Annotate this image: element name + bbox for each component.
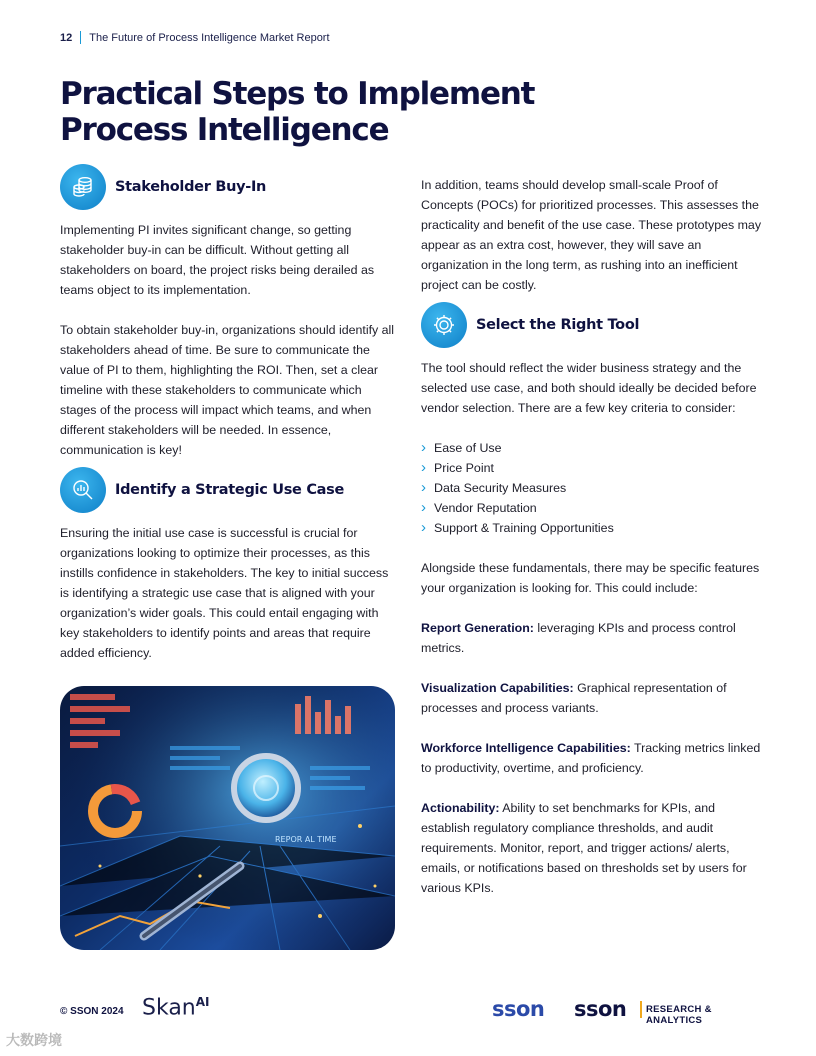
tool-paragraph-2: Alongside these fundamentals, there may be specific features your organization is looking for. This could include: xyxy=(421,561,760,595)
criteria-label: Price Point xyxy=(434,461,494,475)
header-divider xyxy=(80,31,81,44)
page-title xyxy=(60,76,580,148)
sson-logo: sson xyxy=(492,997,545,1021)
poc-paragraph: In addition, teams should develop small-scale Proof of Concepts (POCs) for prioritized processes. This assesses the practicality and benefit of the use case. These prototypes may appear as an extra cost, however, they will save an organization in the long term, as rushing into an inefficient project can be costly. xyxy=(421,178,762,292)
copyright: © SSON 2024 xyxy=(60,1006,124,1017)
page-footer xyxy=(60,995,760,1030)
logo-divider xyxy=(640,1001,642,1018)
feature-visualization: Visualization Capabilities: Graphical representation of processes and process variants. xyxy=(421,681,727,715)
data-magnifier-illustration xyxy=(60,686,395,950)
sson-research-logo: sson xyxy=(574,997,627,1021)
list-item xyxy=(421,478,766,498)
list-item xyxy=(421,518,766,538)
feature-actionability: Actionability: Ability to set benchmarks for KPIs, and establish regulatory compliance thresholds, and audit requirements. Monitor, report, and trigger actions/ alerts, emails, or notifications based on thresholds set by users for various KPIs. xyxy=(421,801,747,895)
stakeholder-section-header xyxy=(60,163,400,210)
page-number: 12 xyxy=(60,31,73,44)
chevron-right-icon: › xyxy=(421,479,426,496)
left-column xyxy=(60,163,400,663)
criteria-label: Data Security Measures xyxy=(434,481,567,495)
running-header xyxy=(60,31,330,44)
image-overlay-text: REPOR AL TIME xyxy=(275,835,337,844)
feature-report-generation: Report Generation: leveraging KPIs and process control metrics. xyxy=(421,621,736,655)
use-case-paragraph: Ensuring the initial use case is successful is crucial for organizations looking to optimize their processes, as this instills confidence in stakeholders. The key to initial success is identifying a strategic use case that is aligned with your organization’s wider goals. This could entail engaging with key stakeholders to identify points and areas that require added efficiency. xyxy=(60,526,389,660)
chevron-right-icon: › xyxy=(421,459,426,476)
stakeholder-heading: Stakeholder Buy-In xyxy=(115,178,267,195)
use-case-section-header xyxy=(60,466,400,513)
stakeholder-paragraph-1: Implementing PI invites significant change, so getting stakeholder buy-in can be difficult. Without getting all stakeholders on board, the project risks being derailed as teams object to its implementation. xyxy=(60,223,375,297)
criteria-label: Vendor Reputation xyxy=(434,501,537,515)
magnifier-chart-icon xyxy=(60,467,106,513)
feature-workforce-intelligence: Workforce Intelligence Capabilities: Tracking metrics linked to productivity, overtime, and proficiency. xyxy=(421,741,761,775)
page-title-line1: Practical Steps to Implement xyxy=(60,76,535,112)
coins-icon xyxy=(60,164,106,210)
list-item xyxy=(421,458,766,478)
research-analytics-label: RESEARCH & ANALYTICS xyxy=(646,1004,712,1026)
chevron-right-icon: › xyxy=(421,499,426,516)
chevron-right-icon: › xyxy=(421,519,426,536)
tool-section-header xyxy=(421,301,766,348)
page-title-line2: Process Intelligence xyxy=(60,112,389,148)
right-column xyxy=(421,175,766,898)
tool-paragraph-1: The tool should reflect the wider business strategy and the selected use case, and both should ideally be decided before vendor selection. There are a few key criteria to consider: xyxy=(421,361,757,415)
list-item xyxy=(421,438,766,458)
criteria-list xyxy=(421,438,766,538)
skan-logo: Skan$^{AI}$ xyxy=(142,995,210,1021)
stakeholder-paragraph-2: To obtain stakeholder buy-in, organizations should identify all stakeholders ahead of time. Be sure to communicate the value of PI to them, highlighting the ROI. Then, set a clear timeline with these stakeholders to communicate which stages of the process will impact which teams, and when different stakeholders will be needed. In essence, communication is key! xyxy=(60,323,395,457)
watermark: 大数跨境 xyxy=(6,1032,62,1048)
chevron-right-icon: › xyxy=(421,439,426,456)
gear-icon xyxy=(421,302,467,348)
tool-heading: Select the Right Tool xyxy=(476,316,640,333)
criteria-label: Ease of Use xyxy=(434,441,502,455)
list-item xyxy=(421,498,766,518)
criteria-label: Support & Training Opportunities xyxy=(434,521,614,535)
report-title: The Future of Process Intelligence Market Report xyxy=(89,31,330,44)
use-case-heading: Identify a Strategic Use Case xyxy=(115,481,345,498)
